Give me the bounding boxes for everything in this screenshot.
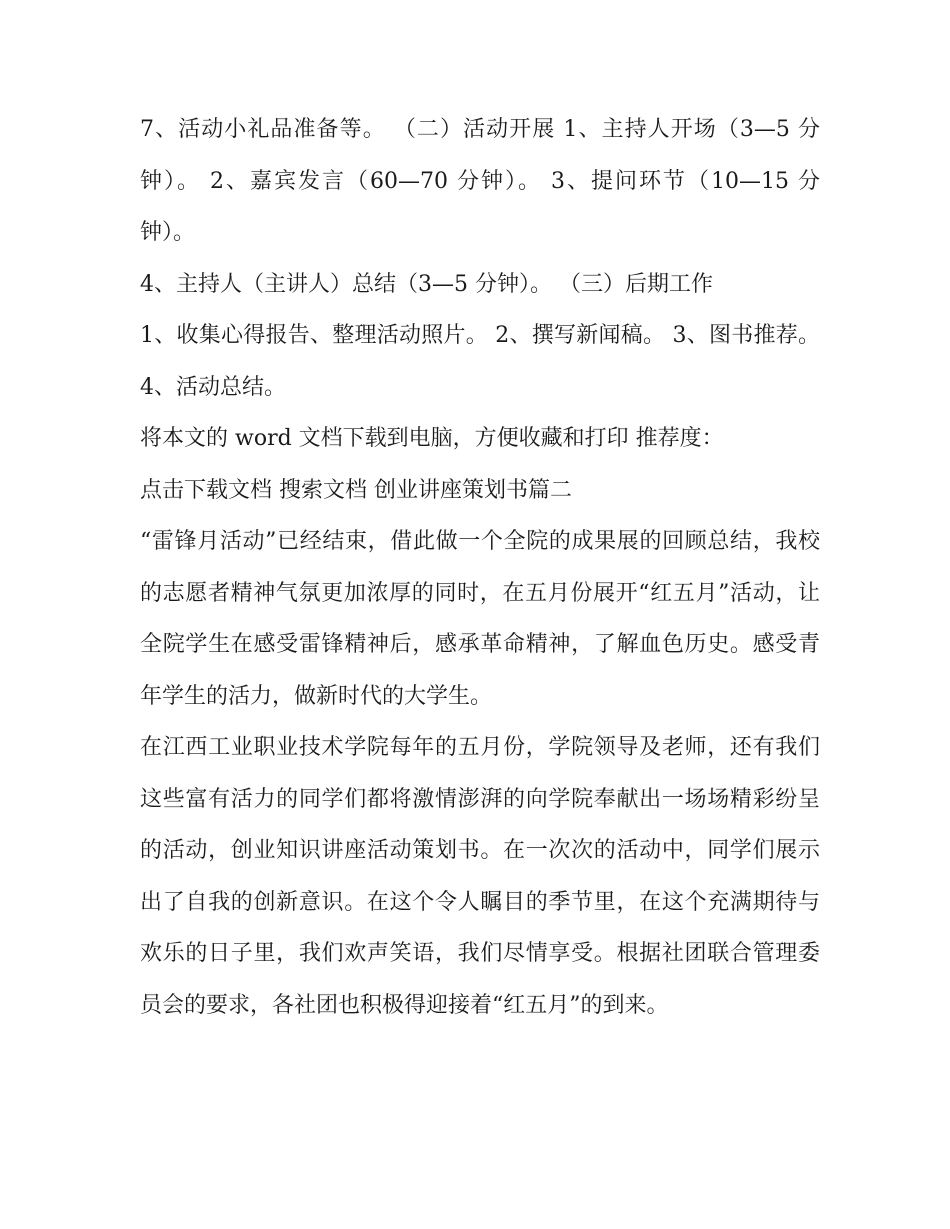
paragraph-activity-schedule: 7、活动小礼品准备等。 （二）活动开展 1、主持人开场（3—5 分钟）。 2、嘉宾发言（60—70 分钟）。 3、提问环节（10—15 分钟）。 xyxy=(140,117,820,245)
paragraph-post-work: 1、收集心得报告、整理活动照片。 2、撰写新闻稿。 3、图书推荐。 4、活动总结。 xyxy=(140,323,820,400)
paragraph-red-may: 在江西工业职业技术学院每年的五月份，学院领导及老师，还有我们这些富有活力的同学们都将激情澎湃的向学院奉献出一场场精彩纷呈的活动，创业知识讲座活动策划书。在一次次的活动中，同学们展示出了自我的创新意识。在这个令人瞩目的季节里，在这个充满期待与欢乐的日子里，我们欢声笑语，我们尽情享受。根据社团联合管理委员会的要求，各社团也积极得迎接着“红五月”的到来。 xyxy=(140,735,820,1018)
paragraph-download-links: 点击下载文档 搜索文档 创业讲座策划书篇二 xyxy=(140,477,572,503)
document-body xyxy=(140,104,820,1031)
paragraph-leifeng-month: “雷锋月活动”已经结束，借此做一个全院的成果展的回顾总结，我校的志愿者精神气氛更加浓厚的同时，在五月份展开“红五月”活动，让全院学生在感受雷锋精神后，感承革命精神，了解血色历史。感受青年学生的活力，做新时代的大学生。 xyxy=(140,529,820,709)
paragraph-host-summary: 4、主持人（主讲人）总结（3—5 分钟）。 （三）后期工作 xyxy=(140,271,713,297)
paragraph-download-note: 将本文的 word 文档下载到电脑，方便收藏和打印 推荐度： xyxy=(140,426,724,451)
